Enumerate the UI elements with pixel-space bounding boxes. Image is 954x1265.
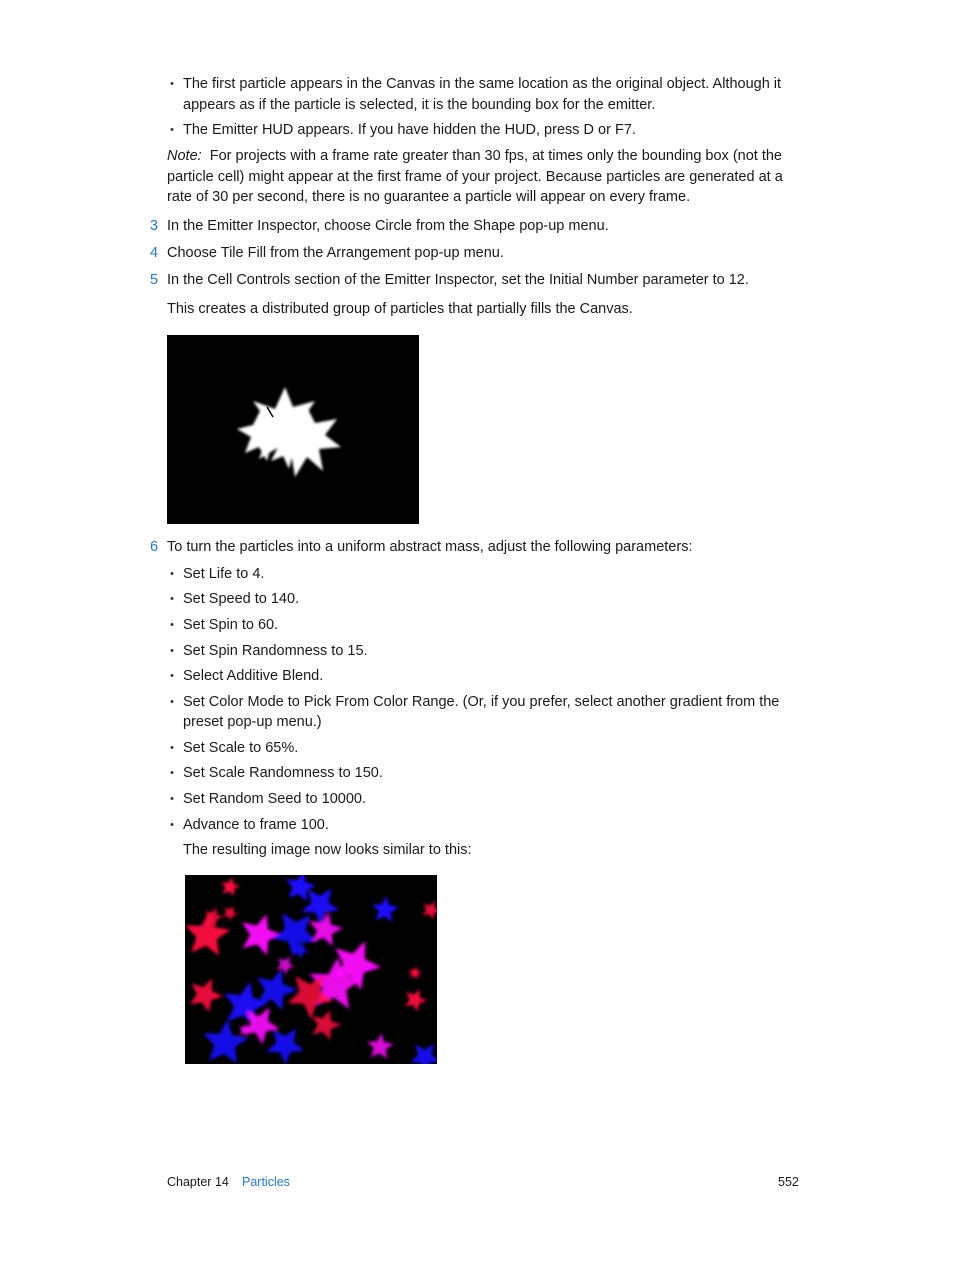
param-text: Set Life to 4.: [183, 566, 265, 582]
star-shape: [242, 1007, 280, 1044]
star-shape: [223, 906, 238, 921]
star-shape: [312, 1010, 341, 1040]
footer-chapter: Chapter 14: [167, 1175, 229, 1189]
bullet-dot: •: [170, 78, 174, 90]
bullet-dot: •: [170, 742, 174, 754]
star-shape: [272, 913, 318, 957]
star-shape: [409, 966, 422, 979]
bullet-dot: •: [170, 593, 174, 605]
star-shape: [266, 1029, 304, 1065]
bullet-dot: •: [170, 819, 174, 831]
bullet-text-line: The first particle appears in the Canvas in the same location as the original object. Although it: [183, 76, 782, 92]
star-shape: [203, 1019, 249, 1064]
star-shape: [276, 956, 295, 975]
bullet-dot: •: [170, 645, 174, 657]
note-label: Note:: [167, 148, 202, 164]
star-shape: [190, 978, 223, 1012]
footer-page-number: 552: [778, 1175, 799, 1189]
param-text: preset pop-up menu.): [183, 714, 322, 730]
colored-star-field: [185, 875, 437, 1064]
param-text: Set Scale to 65%.: [183, 740, 299, 756]
param-text: Set Spin Randomness to 15.: [183, 643, 368, 659]
bullet-dot: •: [170, 619, 174, 631]
white-particle-cluster: [167, 335, 419, 524]
canvas-figure-result: [185, 875, 437, 1064]
step-number: 3: [150, 218, 159, 234]
star-shape: [372, 896, 399, 922]
bullet-dot: •: [170, 568, 174, 580]
param-text: Set Spin to 60.: [183, 617, 279, 633]
param-text: Select Additive Blend.: [183, 668, 324, 684]
bullet-dot: •: [170, 793, 174, 805]
step-text: In the Emitter Inspector, choose Circle from the Shape pop-up menu.: [167, 218, 609, 234]
canvas-figure-initial: [167, 335, 419, 524]
step-number: 6: [150, 539, 159, 555]
step5-result-text: This creates a distributed group of particles that partially fills the Canvas.: [167, 301, 633, 317]
note-text-line: rate of 30 per second, there is no guarantee a particle will appear on every frame.: [167, 189, 691, 205]
star-shape: [367, 1033, 394, 1059]
param-text: Set Random Seed to 10000.: [183, 791, 366, 807]
step-text: In the Cell Controls section of the Emitter Inspector, set the Initial Number parameter to 12.: [167, 272, 749, 288]
star-shape: [405, 989, 427, 1012]
bullet-text-line: The Emitter HUD appears. If you have hidden the HUD, press D or F7.: [183, 122, 636, 138]
star-shape: [410, 1044, 437, 1064]
note-text-line: particle cell) might appear at the first frame of your project. Because particles are generated at a: [167, 169, 783, 185]
bullet-dot: •: [170, 696, 174, 708]
star-shape: [422, 901, 437, 920]
result-text: The resulting image now looks similar to this:: [183, 842, 472, 858]
star-shape: [221, 877, 240, 896]
step-text: To turn the particles into a uniform abstract mass, adjust the following parameters:: [167, 539, 693, 555]
star-shape: [185, 911, 231, 956]
note-first-line: [167, 146, 782, 166]
param-text: Set Color Mode to Pick From Color Range. (Or, if you prefer, select another gradient from the: [183, 694, 780, 710]
bullet-dot: •: [170, 670, 174, 682]
bullet-dot: •: [170, 124, 174, 136]
note-text-line: For projects with a frame rate greater than 30 fps, at times only the bounding box (not the: [209, 148, 782, 164]
param-text: Advance to frame 100.: [183, 817, 329, 833]
step-number: 4: [150, 245, 159, 261]
param-text: Set Speed to 140.: [183, 591, 300, 607]
footer-section-link[interactable]: Particles: [242, 1175, 290, 1189]
step-text: Choose Tile Fill from the Arrangement pop-up menu.: [167, 245, 504, 261]
bullet-dot: •: [170, 767, 174, 779]
bullet-text-line: appears as if the particle is selected, it is the bounding box for the emitter.: [183, 97, 656, 113]
param-text: Set Scale Randomness to 150.: [183, 765, 383, 781]
step-number: 5: [150, 272, 159, 288]
star-shape: [242, 914, 282, 956]
